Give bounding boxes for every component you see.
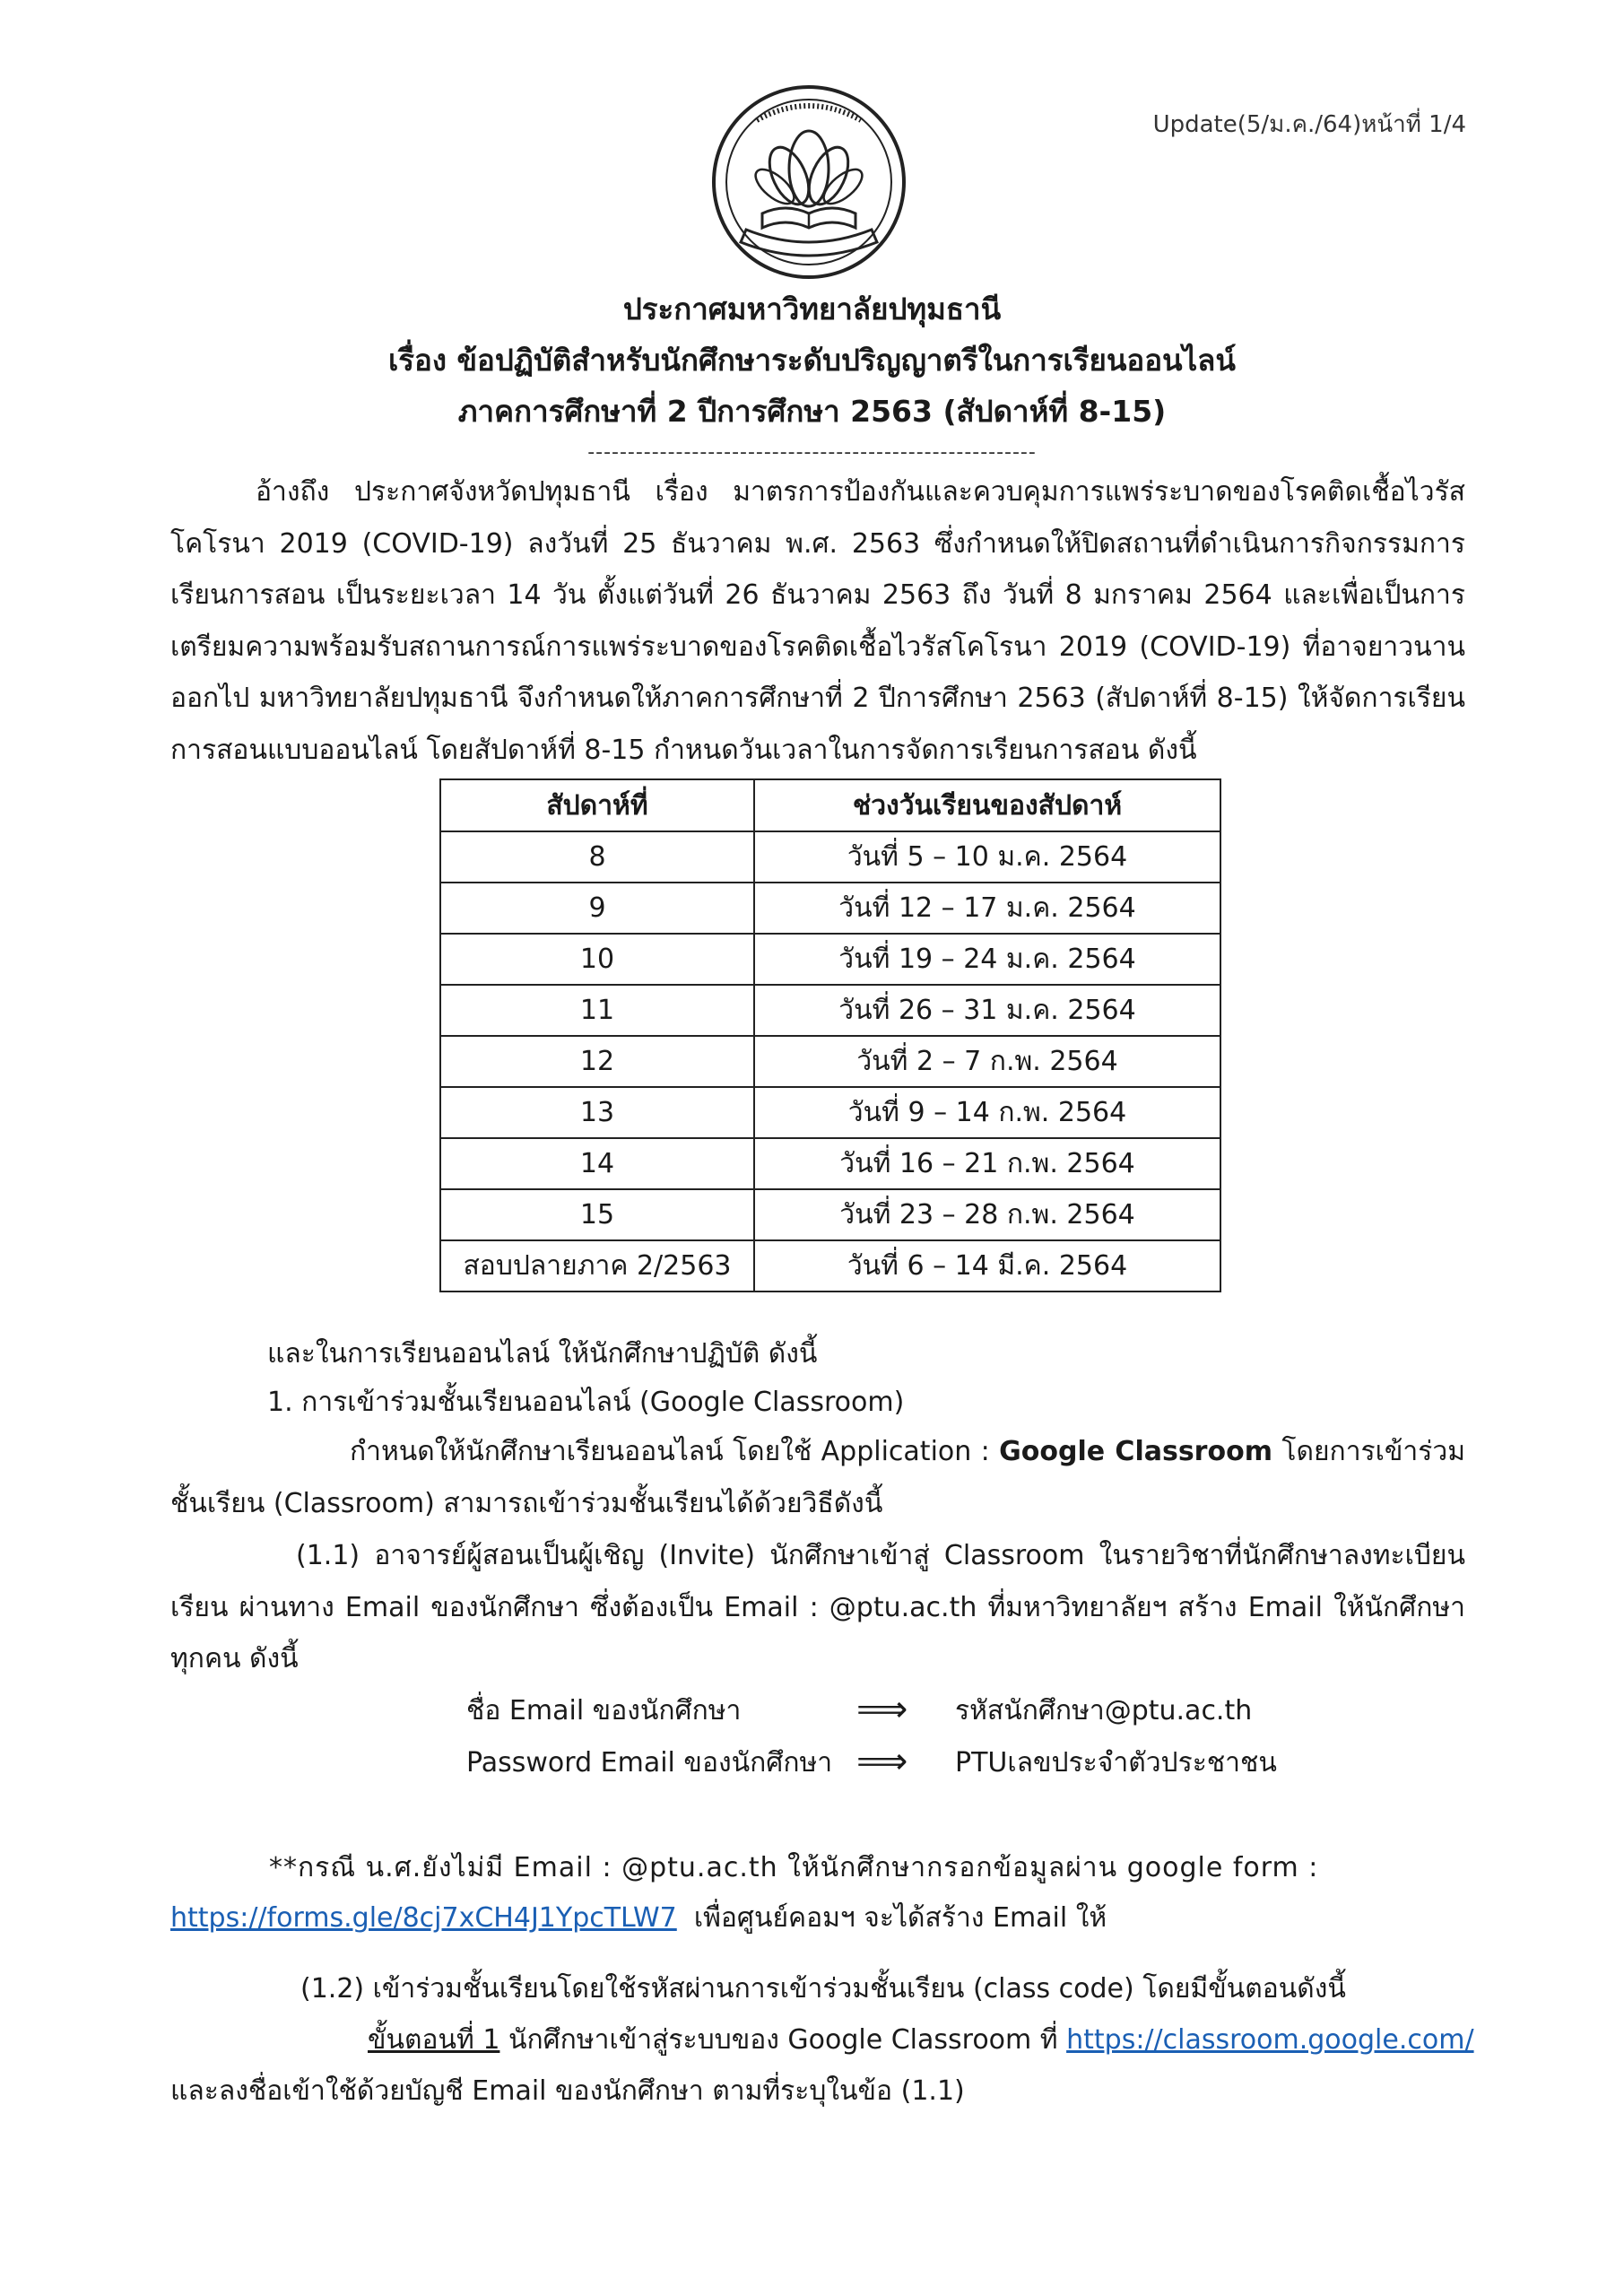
week-cell: 11 [440, 985, 754, 1036]
online-rules-intro: และในการเรียนออนไลน์ ให้นักศึกษาปฏิบัติ ดังนี้ [267, 1338, 818, 1370]
google-form-link[interactable]: https://forms.gle/8cj7xCH4J1YpcTLW7 [170, 1902, 677, 1934]
week-cell: 9 [440, 883, 754, 934]
date-range-cell: วันที่ 16 – 21 ก.พ. 2564 [754, 1138, 1220, 1189]
date-range-cell: วันที่ 5 – 10 ม.ค. 2564 [754, 831, 1220, 883]
announcement-title: ประกาศมหาวิทยาลัยปทุมธานี [622, 291, 1002, 326]
right-double-arrow-icon: ⟹ [856, 1741, 908, 1782]
table-row [440, 1138, 1220, 1189]
table-row [440, 1036, 1220, 1087]
email-note: **กรณี น.ศ.ยังไม่มี Email : @ptu.ac.th ให้นักศึกษากรอกข้อมูลผ่าน google form : [269, 1852, 1319, 1883]
date-range-cell: วันที่ 2 – 7 ก.พ. 2564 [754, 1036, 1220, 1087]
table-header-dates: ช่วงวันเรียนของสัปดาห์ [754, 779, 1220, 831]
table-row [440, 1087, 1220, 1138]
table-row [440, 1189, 1220, 1240]
table-row [440, 831, 1220, 883]
date-range-cell: วันที่ 23 – 28 ก.พ. 2564 [754, 1189, 1220, 1240]
table-header-row [440, 779, 1220, 831]
date-range-cell: วันที่ 26 – 31 ม.ค. 2564 [754, 985, 1220, 1036]
item1-heading: 1. การเข้าร่วมชั้นเรียนออนไลน์ (Google Classroom) [267, 1387, 905, 1418]
table-row [440, 985, 1220, 1036]
university-seal-logo [710, 79, 908, 285]
password-label: Password Email ของนักศึกษา [466, 1747, 833, 1779]
sub-item-1-1: (1.1) อาจารย์ผู้สอนเป็นผู้เชิญ (Invite) นักศึกษาเข้าสู่ Classroom ในรายวิชาที่นักศึกษาลงทะเบียนเรียน ผ่านทาง Email ของนักศึกษา ซึ่งต้องเป็น Email : @ptu.ac.th ที่มหาวิทยาลัยฯ สร้าง Email ให้นักศึกษาทุกคน ดังนี้ [170, 1540, 1465, 1674]
date-range-cell: วันที่ 19 – 24 ม.ค. 2564 [754, 934, 1220, 985]
step1-label: ขั้นตอนที่ 1 [368, 2024, 500, 2056]
week-cell: 8 [440, 831, 754, 883]
item1-paragraph [170, 1426, 1465, 1529]
week-cell: 12 [440, 1036, 754, 1087]
title-separator: -------------------------------------------------------- [587, 441, 1037, 464]
date-range-cell: วันที่ 6 – 14 มี.ค. 2564 [754, 1240, 1220, 1292]
email-value: รหัสนักศึกษา@ptu.ac.th [955, 1695, 1253, 1726]
item1-text-post: โดยการเข้าร่วมชั้นเรียน (Classroom) สามารถเข้าร่วมชั้นเรียนได้ด้วยวิธีดังนี้ [170, 1436, 1466, 1519]
table-header-week: สัปดาห์ที่ [440, 779, 754, 831]
step1-continuation: และลงชื่อเข้าใช้ด้วยบัญชี Email ของนักศึกษา ตามที่ระบุในข้อ (1.1) [170, 2075, 965, 2107]
table-row [440, 934, 1220, 985]
date-range-cell: วันที่ 9 – 14 ก.พ. 2564 [754, 1087, 1220, 1138]
week-cell: สอบปลายภาค 2/2563 [440, 1240, 754, 1292]
announcement-term: ภาคการศึกษาที่ 2 ปีการศึกษา 2563 (สัปดาห์ที่ 8-15) [457, 394, 1167, 429]
email-label: ชื่อ Email ของนักศึกษา [466, 1695, 742, 1726]
password-value: PTUเลขประจำตัวประชาชน [955, 1747, 1277, 1779]
week-schedule-table [439, 778, 1221, 1292]
week-cell: 10 [440, 934, 754, 985]
right-double-arrow-icon: ⟹ [856, 1689, 908, 1730]
sub-item-1-2: (1.2) เข้าร่วมชั้นเรียนโดยใช้รหัสผ่านการเข้าร่วมชั้นเรียน (class code) โดยมีขั้นตอนดังนี้ [300, 1973, 1346, 2005]
email-note-line2 [170, 1900, 1107, 1936]
classroom-link[interactable]: https://classroom.google.com/ [1066, 2024, 1474, 2056]
week-cell: 13 [440, 1087, 754, 1138]
date-range-cell: วันที่ 12 – 17 ม.ค. 2564 [754, 883, 1220, 934]
google-classroom-label: Google Classroom [999, 1436, 1272, 1467]
week-cell: 15 [440, 1189, 754, 1240]
announcement-subject: เรื่อง ข้อปฏิบัติสำหรับนักศึกษาระดับปริญญาตรีในการเรียนออนไลน์ [388, 343, 1236, 378]
step1-text: นักศึกษาเข้าสู่ระบบของ Google Classroom ที่ [499, 2024, 1067, 2056]
table-row [440, 1240, 1220, 1292]
item1-text-pre: กำหนดให้นักศึกษาเรียนออนไลน์ โดยใช้ Application : [350, 1436, 1000, 1467]
table-row [440, 883, 1220, 934]
intro-paragraph: อ้างถึง ประกาศจังหวัดปทุมธานี เรื่อง มาตรการป้องกันและควบคุมการแพร่ระบาดของโรคติดเชื้อไวรัสโคโรนา 2019 (COVID-19) ลงวันที่ 25 ธันวาคม พ.ศ. 2563 ซึ่งกำหนดให้ปิดสถานที่ดำเนินการกิจกรรมการเรียนการสอน เป็นระยะเวลา 14 วัน ตั้งแต่วันที่ 26 ธันวาคม 2563 ถึง วันที่ 8 มกราคม 2564 และเพื่อเป็นการเตรียมความพร้อมรับสถานการณ์การแพร่ระบาดของโรคติดเชื้อไวรัสโคโรนา 2019 (COVID-19) ที่อาจยาวนานออกไป มหาวิทยาลัยปทุมธานี จึงกำหนดให้ภาคการศึกษาที่ 2 ปีการศึกษา 2563 (สัปดาห์ที่ 8-15) ให้จัดการเรียนการสอนแบบออนไลน์ โดยสัปดาห์ที่ 8-15 กำหนดวันเวลาในการจัดการเรียนการสอน ดังนี้ [170, 476, 1465, 766]
week-cell: 14 [440, 1138, 754, 1189]
step1-line [368, 2022, 1474, 2058]
update-page-indicator: Update(5/ม.ค./64)หน้าที่ 1/4 [1152, 111, 1466, 138]
email-note-post: เพื่อศูนย์คอมฯ จะได้สร้าง Email ให้ [693, 1902, 1107, 1934]
